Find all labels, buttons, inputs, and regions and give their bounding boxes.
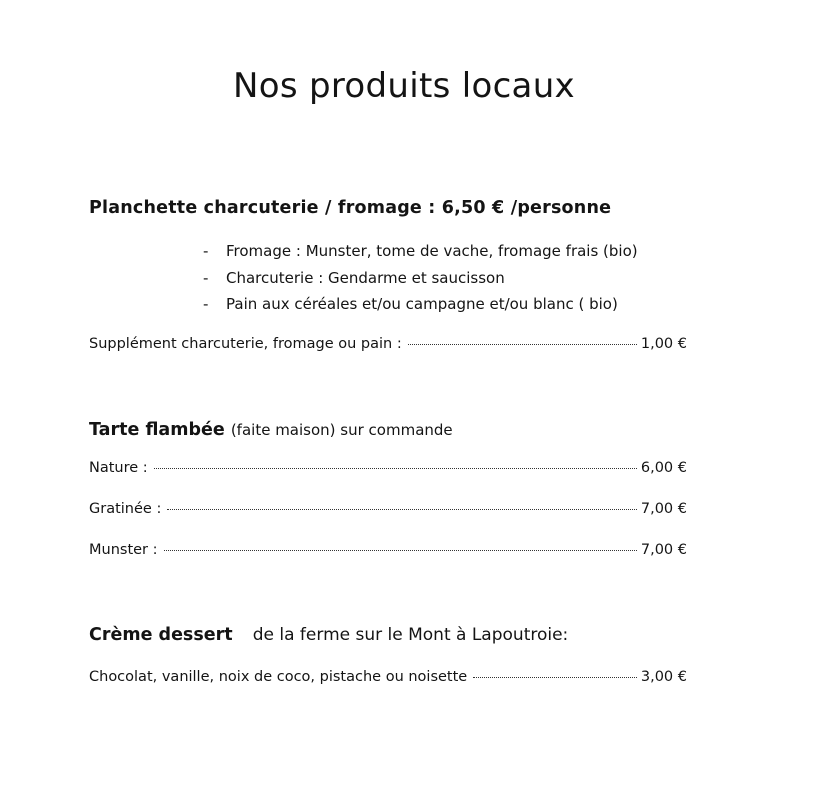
list-item — [203, 268, 638, 295]
dot-leader — [154, 468, 637, 469]
supplement-label: Supplément charcuterie, fromage ou pain : — [89, 336, 402, 352]
creme-price: 3,00 € — [640, 669, 687, 685]
tarte-heading-title: Tarte flambée — [89, 420, 225, 440]
tarte-label: Munster : — [89, 542, 158, 558]
dot-leader — [473, 677, 637, 678]
planchette-item-fromage: Fromage : Munster, tome de vache, fromage frais (bio) — [226, 242, 638, 260]
planchette-item-list — [203, 241, 638, 321]
dot-leader — [164, 550, 637, 551]
tarte-price: 6,00 € — [640, 460, 687, 476]
dot-leader — [408, 344, 637, 345]
bullet-dash: - — [203, 268, 209, 287]
tarte-price-line-nature — [89, 460, 687, 476]
tarte-price-line-munster — [89, 542, 687, 558]
dot-leader — [167, 509, 637, 510]
creme-heading-note: de la ferme sur le Mont à Lapoutroie: — [252, 625, 569, 645]
tarte-label: Nature : — [89, 460, 148, 476]
creme-label: Chocolat, vanille, noix de coco, pistache ou noisette — [89, 669, 468, 685]
bullet-dash: - — [203, 242, 209, 260]
creme-heading-title: Crème dessert — [89, 625, 233, 645]
tarte-price-line-gratinee — [89, 501, 687, 517]
planchette-heading: Planchette charcuterie / fromage : 6,50 € /personne — [89, 198, 612, 218]
supplement-price-line — [89, 336, 687, 352]
page-title: Nos produits locaux — [233, 66, 575, 106]
tarte-heading — [89, 420, 453, 440]
list-item — [203, 241, 638, 268]
bullet-dash: - — [203, 295, 209, 313]
tarte-label: Gratinée : — [89, 501, 162, 517]
list-item — [203, 294, 638, 321]
tarte-price: 7,00 € — [640, 501, 687, 517]
planchette-item-charcuterie: Charcuterie : Gendarme et saucisson — [226, 268, 505, 287]
supplement-price: 1,00 € — [640, 336, 687, 352]
creme-heading — [89, 625, 568, 645]
tarte-heading-note: (faite maison) sur commande — [230, 421, 453, 439]
planchette-item-pain: Pain aux céréales et/ou campagne et/ou blanc ( bio) — [226, 295, 618, 313]
creme-price-line — [89, 669, 687, 685]
tarte-price: 7,00 € — [640, 542, 687, 558]
